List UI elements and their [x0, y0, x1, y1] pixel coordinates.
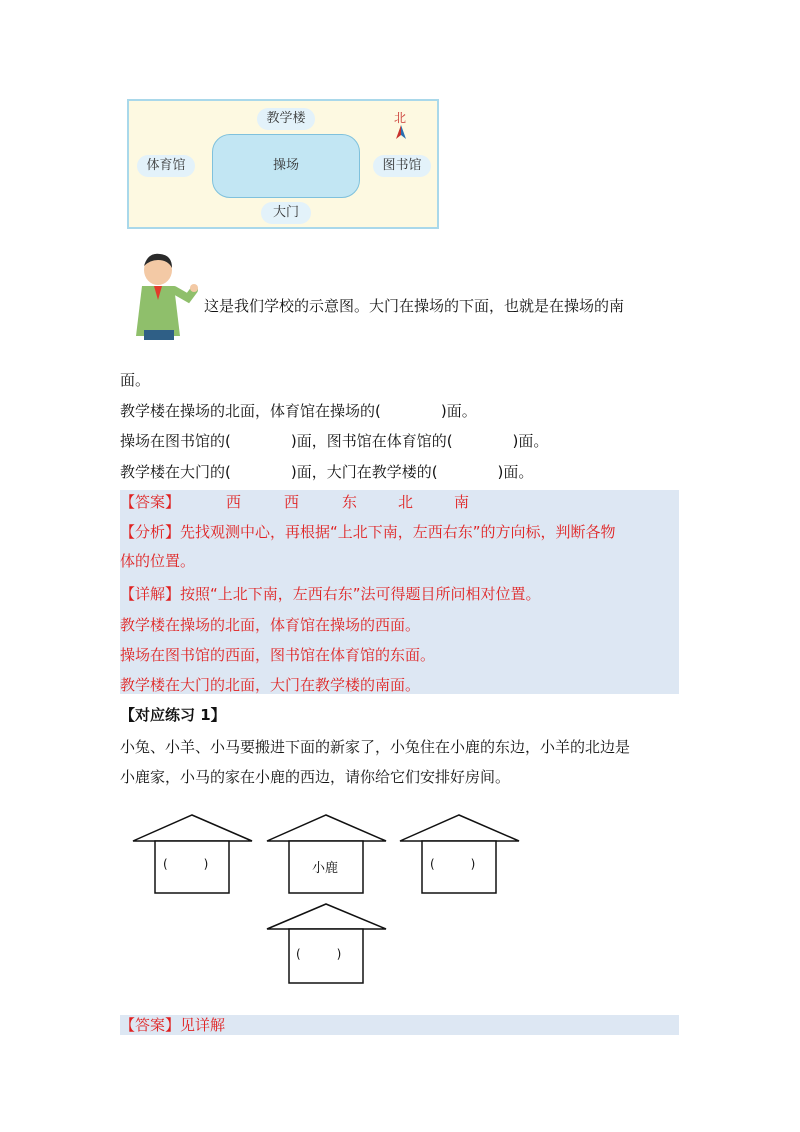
- answer-value-4: 北: [398, 493, 414, 511]
- north-label: 北: [394, 111, 407, 125]
- map-gate: 大门: [261, 202, 311, 224]
- boy-illustration: [128, 250, 200, 342]
- house-south: [264, 902, 389, 986]
- question-3: 教学楼在大门的( )面，大门在教学楼的( )面。: [120, 463, 534, 481]
- house-east-label: ( ): [430, 857, 476, 871]
- intro-line2: 面。: [120, 371, 151, 389]
- answer-label: 【答案】: [120, 493, 181, 511]
- analysis-line2: 体的位置。: [120, 552, 196, 570]
- question-2: 操场在图书馆的( )面，图书馆在体育馆的( )面。: [120, 432, 549, 450]
- house-south-label: ( ): [296, 947, 342, 961]
- detail-answer-3: 教学楼在大门的北面，大门在教学楼的南面。: [120, 676, 421, 694]
- school-map: [127, 99, 439, 229]
- detail-answer-1: 教学楼在操场的北面，体育馆在操场的西面。: [120, 616, 421, 634]
- intro-line1: 这是我们学校的示意图。大门在操场的下面，也就是在操场的南: [204, 297, 625, 315]
- detail-answer-2: 操场在图书馆的西面，图书馆在体育馆的东面。: [120, 646, 436, 664]
- practice-heading: 【对应练习 1】: [120, 706, 226, 724]
- house-west-label: ( ): [163, 857, 209, 871]
- answer-value-1: 西: [226, 493, 242, 511]
- practice-answer: 【答案】见详解: [120, 1016, 226, 1034]
- map-gym: 体育馆: [137, 155, 195, 177]
- analysis-line1: 【分析】先找观测中心，再根据“上北下南，左西右东”的方向标，判断各物: [120, 523, 616, 541]
- house-east: [397, 812, 522, 896]
- practice-text-line1: 小兔、小羊、小马要搬进下面的新家了，小兔住在小鹿的东边，小羊的北边是: [120, 738, 631, 756]
- map-teaching-building: 教学楼: [257, 108, 315, 130]
- north-arrow-icon: [396, 125, 406, 139]
- map-library: 图书馆: [373, 155, 431, 177]
- practice-text-line2: 小鹿家，小马的家在小鹿的西边，请你给它们安排好房间。: [120, 768, 511, 786]
- detail-line: 【详解】按照“上北下南，左西右东”法可得题目所问相对位置。: [120, 585, 541, 603]
- house-center-label: 小鹿: [312, 861, 339, 876]
- map-playground: 操场: [212, 134, 360, 198]
- question-1: 教学楼在操场的北面，体育馆在操场的( )面。: [120, 402, 477, 420]
- answer-value-2: 西: [284, 493, 300, 511]
- house-west: [130, 812, 255, 896]
- answer-value-3: 东: [342, 493, 358, 511]
- house-center: [264, 812, 389, 896]
- answer-value-5: 南: [454, 493, 470, 511]
